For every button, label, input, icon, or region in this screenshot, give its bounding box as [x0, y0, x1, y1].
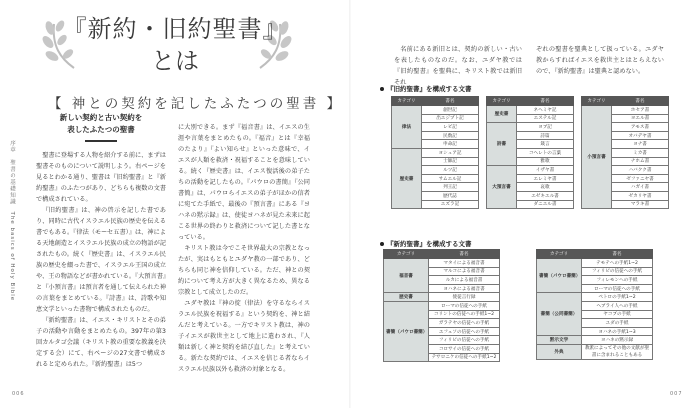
book-title-cell: ローマの信徒への手紙 — [429, 301, 500, 310]
category-cell: 黙示文学 — [537, 336, 582, 345]
category-cell: 歴史書 — [487, 106, 517, 123]
book-title-cell: ガラテヤの信徒への手紙 — [429, 319, 500, 328]
right-page — [350, 0, 700, 408]
old-testament-section-heading — [380, 84, 472, 93]
book-title-cell: アモス書 — [612, 123, 669, 132]
book-title-cell: 雅歌 — [517, 157, 574, 166]
old-testament-table-1 — [391, 96, 479, 209]
paragraph: ぞれの聖書を聖典として扱っている。ユダヤ教からすればイエスを救世主とはとらえないので、『新約聖書』は聖典と認めない。 — [536, 46, 664, 75]
old-testament-table-3 — [581, 96, 669, 209]
book-title-cell: 箴言 — [517, 140, 574, 149]
category-cell: 歴史書 — [384, 293, 429, 302]
page-number: 007 — [670, 391, 683, 397]
category-cell: 外典 — [537, 344, 582, 359]
paragraph: 名前にある新旧とは、契約の新しい・古いを表したものなのだ。なお、ユダヤ教では『旧約聖書』を聖典に、キリスト教では新旧それ — [394, 46, 522, 86]
book-title-cell: イザヤ書 — [517, 166, 574, 175]
book-title-cell: マタイによる福音書 — [429, 259, 500, 268]
category-cell: 詩書 — [487, 123, 517, 166]
table-header-row — [537, 250, 653, 259]
book-title-cell: ヨナ書 — [612, 140, 669, 149]
book-title-cell: ゼカリヤ書 — [612, 191, 669, 200]
book-title-cell: コロサイの信徒への手紙 — [429, 344, 500, 353]
category-cell: 福音書 — [384, 259, 429, 293]
book-title-cell: ダニエル書 — [517, 200, 574, 209]
book-title-cell: 哀歌 — [517, 183, 574, 192]
table-row — [537, 336, 653, 345]
book-title-cell: 列王記 — [422, 183, 479, 192]
table-row — [537, 259, 653, 268]
category-cell: 大預言書 — [487, 166, 517, 209]
title-line-1: 『新約・旧約聖書』 — [62, 15, 288, 43]
book-title-cell: ヘブライ人への手紙 — [582, 301, 653, 310]
book-title-cell: マルコによる福音書 — [429, 267, 500, 276]
book-title-cell: ルカによる福音書 — [429, 276, 500, 285]
book-title-cell: ヨエル書 — [612, 114, 669, 123]
book-title-cell: 出エジプト記 — [422, 114, 479, 123]
column-header-category: カテゴリ — [537, 250, 582, 259]
column-header-category: カテゴリ — [384, 250, 429, 259]
book-title-cell: ネヘミヤ記 — [517, 106, 574, 115]
book-title-cell: ヨブ記 — [517, 123, 574, 132]
book-title-cell: テモテへの手紙1~2 — [582, 259, 653, 268]
table-header-row — [582, 97, 669, 106]
title-line-2: とは — [151, 47, 199, 75]
paragraph: 『新約聖書』は、イエス・キリストとその弟子の活動や言動をまとめたもの。397年の第3回カルタゴ会議（キリスト教の重要な教義を決定する会）にて、右ページの27文書で構成されると定められた。『新約聖書』は5つ — [36, 316, 166, 368]
table-row — [582, 106, 669, 115]
column-header-title: 書名 — [517, 97, 574, 106]
book-title-cell: ハバクク書 — [612, 166, 669, 175]
paragraph: ユダヤ教は『神の掟（律法）を守るならイスラエル民族を祝福する』という契約を、神と結んだと考えている。一方でキリスト教は、神の子イエスが救世主として地上に遣わされ、『人類は新しく神と契約を結び直した』と考えている。新たな契約では、イエスを信じる者ならイスラエル民族以外も救済の対象となる。 — [178, 300, 310, 373]
table-row — [537, 344, 653, 359]
body-column-2 — [178, 122, 310, 375]
body-column-1 — [36, 112, 166, 370]
chapter-side-label: 序章 聖書の基礎知識 The basics of Holy Bible — [9, 140, 15, 302]
category-cell: 律法 — [392, 106, 422, 149]
old-testament-table-2 — [486, 96, 574, 209]
table-header-row — [384, 250, 500, 259]
table-row — [392, 148, 479, 157]
column-header-title: 書名 — [612, 97, 669, 106]
table-row — [487, 123, 574, 132]
table-row — [392, 106, 479, 115]
category-cell: 書簡（公同書簡） — [537, 293, 582, 336]
book-title-cell: サムエル記 — [422, 174, 479, 183]
book-title-cell: ルツ記 — [422, 166, 479, 175]
table-header-row — [487, 97, 574, 106]
book-title-cell: フィリピの信徒への手紙 — [582, 267, 653, 276]
column-header-category: カテゴリ — [392, 97, 422, 106]
new-testament-table-2 — [536, 249, 653, 360]
new-testament-section-heading — [380, 239, 472, 248]
table-row — [384, 259, 500, 268]
column-header-category: カテゴリ — [487, 97, 517, 106]
section-heading-text: 『旧約聖書』を構成する文書 — [387, 85, 472, 93]
column-header-title: 書名 — [429, 250, 500, 259]
paragraph: 聖書に登場する人物を紹介する前に、まずは聖書そのものについて説明しよう。右ページを見るとわかる通り、聖書は『旧約聖書』と『新約聖書』のふたつがあり、どちらも複数の文書で構成されている。 — [36, 151, 166, 203]
book-title-cell: レビ記 — [422, 123, 479, 132]
book-title-cell: ヨハネの手紙1~3 — [582, 327, 653, 336]
book-title-cell: オバデヤ書 — [612, 131, 669, 140]
category-cell: 小預言書 — [582, 106, 612, 209]
section-subtitle: 【 神との契約を記したふたつの聖書 】 — [48, 96, 344, 112]
divider — [85, 140, 117, 142]
bullet-icon — [380, 242, 384, 246]
category-cell: 書簡（パウロ書簡） — [537, 259, 582, 293]
section-heading-text: 『新約聖書』を構成する文書 — [387, 240, 472, 248]
book-title-cell: コリントの信徒への手紙1~2 — [429, 310, 500, 319]
book-title-cell: 申命記 — [422, 140, 479, 149]
book-title-cell: 詩篇 — [517, 131, 574, 140]
lead-heading-line-1: 新しい契約と古い契約を — [59, 113, 143, 122]
table-row — [487, 106, 574, 115]
book-title-cell: フィリピの信徒への手紙 — [429, 336, 500, 345]
lead-heading — [36, 112, 166, 136]
paragraph: に大別できる。まず『福音書』は、イエスの生涯や言葉をまとめたもの。『福音』とは『幸福のたより』『よい知らせ』といった意味で、イエスが人類を救済・祝福することを意味している。続く『歴史書』は、イエス復活後の弟子たちの活動を記したもの。『パウロの書簡』『公同書簡』は、パウロらイエスの弟子がほかの信者に宛てた手紙で、最後の『預言書』にある『ヨハネの黙示録』は、使徒ヨハネが見た未来に起こる世界の終わりと救済について記した書となっている。 — [178, 124, 310, 241]
book-title-cell: ナホム書 — [612, 157, 669, 166]
book-title-cell: 民数記 — [422, 131, 479, 140]
book-title-cell: マラキ書 — [612, 200, 669, 209]
book-title-cell: ミカ書 — [612, 148, 669, 157]
book-title-cell: フィレモンへの手紙 — [582, 276, 653, 285]
book-title-cell: ヤコブの手紙 — [582, 310, 653, 319]
intro-column-1 — [394, 44, 522, 88]
book-title-cell: 歴代誌 — [422, 191, 479, 200]
table-row — [384, 293, 500, 302]
lead-heading-line-2: 表したふたつの聖書 — [67, 125, 135, 134]
book-title-cell: エステル記 — [517, 114, 574, 123]
paragraph: 『旧約聖書』は、神の啓示を記した書であり、同時に古代イスラエル民族の歴史を伝える書でもある。『律法（モーセ五書）』は、神による天地創造とイスラエル民族の成立の物語が記されたもの。続く『歴史書』は、イスラエル民族の歴史を綴った書で、イスラエル王国の成立や、王の物語などが書かれている。『大預言書』と『小預言書』は預言者を通して伝えられた神の言葉をまとめている。『詩書』は、詩歌や知恵文学といった書物で構成されたものだ。 — [36, 206, 166, 313]
book-title-cell: ヨハネの黙示録 — [582, 336, 653, 345]
book-title-cell: ヨハネによる福音書 — [429, 284, 500, 293]
column-header-title: 書名 — [422, 97, 479, 106]
book-title-cell: ヨシュア記 — [422, 148, 479, 157]
book-title-cell: ゼファニヤ書 — [612, 174, 669, 183]
bullet-icon — [380, 87, 384, 91]
book-title-cell: コヘレトの言葉 — [517, 148, 574, 157]
table-row — [537, 293, 653, 302]
book-title-cell: 使徒言行録 — [429, 293, 500, 302]
column-header-category: カテゴリ — [582, 97, 612, 106]
column-header-title: 書名 — [582, 250, 653, 259]
table-row — [487, 166, 574, 175]
book-title-cell: ホセア書 — [612, 106, 669, 115]
page-title — [0, 14, 350, 76]
book-title-cell: ハガイ書 — [612, 183, 669, 192]
new-testament-table-1 — [383, 249, 500, 362]
book-title-cell: テサロニケの信徒への手紙1~2 — [429, 353, 500, 362]
table-header-row — [392, 97, 479, 106]
book-title-cell: ローマの信徒への手紙 — [582, 284, 653, 293]
category-cell: 書簡（パウロ書簡） — [384, 301, 429, 361]
intro-column-2 — [536, 44, 664, 77]
book-title-cell: 創世記 — [422, 106, 479, 115]
category-cell: 歴史書 — [392, 148, 422, 208]
book-title-cell: エフェソの信徒への手紙 — [429, 327, 500, 336]
book-title-cell: 教派によってその他の文献が聖書に含まれることもある — [582, 344, 653, 359]
table-row — [384, 301, 500, 310]
book-title-cell: エズラ記 — [422, 200, 479, 209]
book-title-cell: 士師記 — [422, 157, 479, 166]
book-title-cell: ペトロの手紙1~2 — [582, 293, 653, 302]
book-title-cell: エレミヤ書 — [517, 174, 574, 183]
book-title-cell: エゼキエル書 — [517, 191, 574, 200]
book-title-cell: ユダの手紙 — [582, 319, 653, 328]
paragraph: キリスト教は今でこそ世界最大の宗教となったが、実はもともとユダヤ教の一部であり、どちらも同じ神を信仰している。ただ、神との契約について考え方が大きく異なるため、異なる宗教として成立したのだ。 — [178, 245, 310, 296]
page-number: 006 — [12, 391, 25, 397]
